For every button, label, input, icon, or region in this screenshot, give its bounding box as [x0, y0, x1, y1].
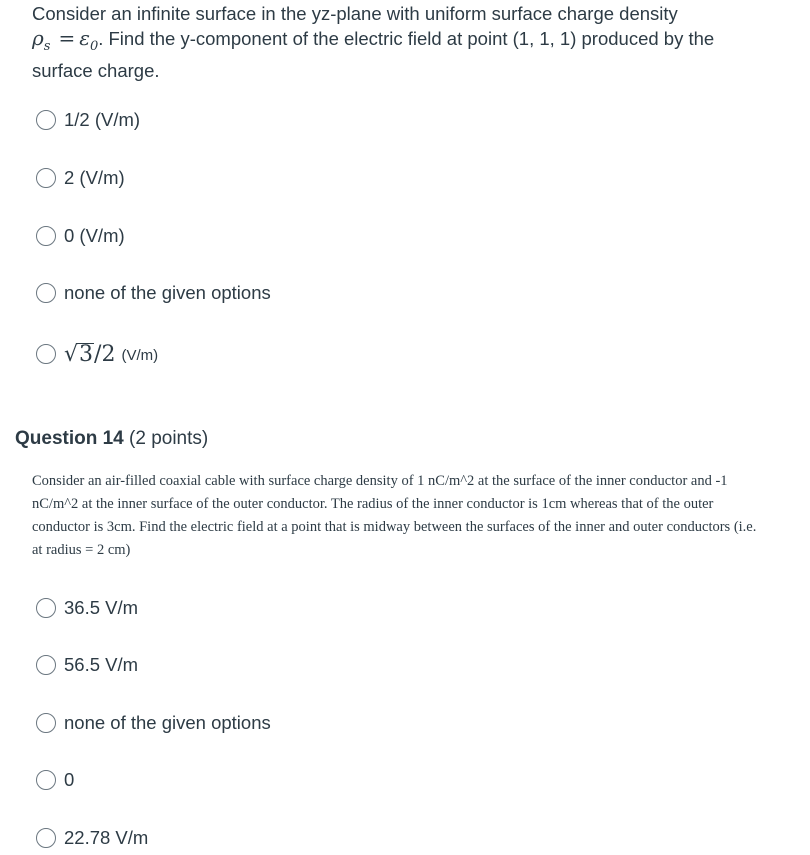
q14-option-2[interactable]	[36, 652, 138, 678]
sqrt-sign: √	[64, 341, 79, 367]
sqrt-denominator: /2	[94, 341, 116, 367]
radio-button[interactable]	[36, 598, 56, 618]
equals-sign: =	[58, 26, 76, 50]
question-14-points: (2 points)	[129, 428, 209, 449]
option-label: 1/2 (V/m)	[64, 109, 141, 130]
option-label: 0 (V/m)	[64, 225, 125, 246]
epsilon-symbol: ε	[79, 26, 90, 50]
sqrt-radicand: 3	[79, 341, 94, 367]
option-label: 0	[64, 769, 75, 790]
question-14-header	[15, 428, 208, 450]
q13-option-4[interactable]	[36, 280, 271, 306]
radio-button[interactable]	[36, 168, 56, 188]
radio-button[interactable]	[36, 110, 56, 130]
radio-button[interactable]	[36, 226, 56, 246]
question-13-text	[32, 2, 772, 83]
question-13-rest: . Find the y-component of the electric field at point (1, 1, 1) produced by the surface charge.	[32, 28, 715, 81]
option-label	[64, 343, 158, 366]
rho-symbol: ρ	[32, 26, 44, 50]
radio-button[interactable]	[36, 655, 56, 675]
option-label: 36.5 V/m	[64, 597, 139, 618]
radio-button[interactable]	[36, 283, 56, 303]
q14-option-5[interactable]	[36, 825, 148, 851]
radio-button[interactable]	[36, 713, 56, 733]
option-label: none of the given options	[64, 712, 271, 733]
question-13-intro: Consider an infinite surface in the yz-plane with uniform surface charge density	[32, 3, 678, 24]
option-label: 22.78 V/m	[64, 827, 149, 848]
radio-button[interactable]	[36, 828, 56, 848]
q13-option-2[interactable]	[36, 165, 125, 191]
epsilon-subscript: 0	[89, 39, 99, 54]
q14-option-1[interactable]	[36, 595, 138, 621]
radio-button[interactable]	[36, 770, 56, 790]
option-label: 2 (V/m)	[64, 167, 125, 188]
q14-option-3[interactable]	[36, 710, 271, 736]
rho-subscript: s	[43, 39, 51, 54]
unit-label: (V/m)	[121, 346, 159, 364]
q13-option-1[interactable]	[36, 107, 140, 133]
sqrt-expression	[64, 343, 158, 366]
radio-button[interactable]	[36, 344, 56, 364]
q13-option-5[interactable]	[36, 341, 158, 367]
option-label: none of the given options	[64, 282, 271, 303]
q13-option-3[interactable]	[36, 223, 125, 249]
q14-option-4[interactable]	[36, 767, 74, 793]
charge-density-formula	[32, 26, 99, 54]
option-label: 56.5 V/m	[64, 654, 139, 675]
question-14-title: Question 14	[15, 428, 124, 449]
question-14-text: Consider an air-filled coaxial cable with surface charge density of 1 nC/m^2 at the surface of the inner conductor and -1 nC/m^2 at the inner surface of the outer conductor. The radius of the inner conductor is 1cm whereas that of the outer conductor is 3cm. Find the electric field at a point that is midway between the surfaces of the inner and outer conductors (i.e. at radius = 2 cm)	[32, 473, 757, 558]
